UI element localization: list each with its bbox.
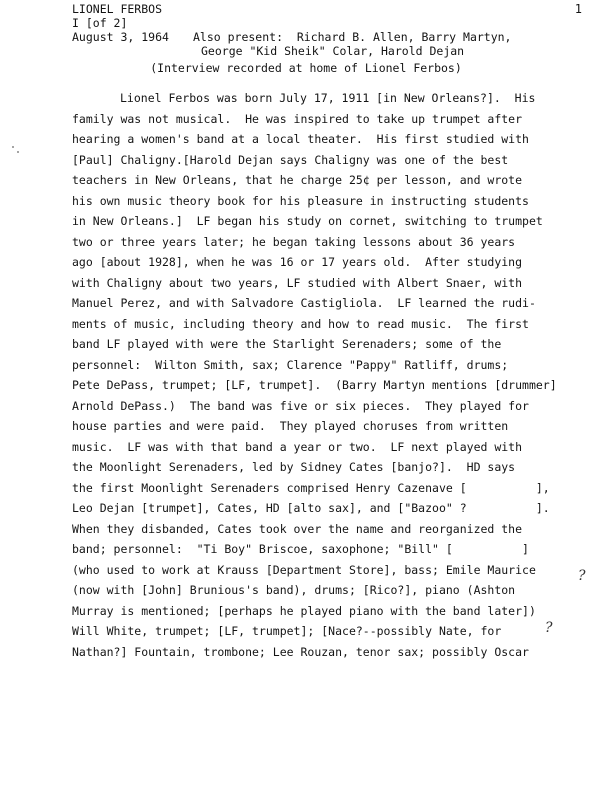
body-line: his own music theory book for his pleasure in instructing students	[72, 193, 529, 208]
scan-speck	[12, 146, 14, 148]
body-line: Leo Dejan [trumpet], Cates, HD [alto sax], and ["Bazoo" ? ].	[72, 501, 550, 515]
body-line: house parties and were paid. They played choruses from written	[72, 419, 509, 433]
body-line: two or three years later; he began taking lessons about 36 years	[72, 234, 516, 249]
body-line: (who used to work at Krauss [Department Store], bass; Emile Maurice	[72, 562, 536, 577]
body-line: band LF played with were the Starlight Serenaders; some of the	[72, 337, 502, 351]
body-line: personnel: Wilton Smith, sax; Clarence "Pappy" Ratliff, drums;	[72, 357, 509, 372]
body-line: the first Moonlight Serenaders comprised Henry Cazenave [ ],	[72, 480, 550, 495]
page-number: 1	[574, 2, 582, 16]
margin-question-mark: ?	[578, 568, 586, 584]
body-line: (now with [John] Brunious's band), drums; [Rico?], piano (Ashton	[72, 583, 516, 597]
body-line: with Chaligny about two years, LF studied with Albert Snaer, with	[72, 275, 523, 290]
body-line: [Paul] Chaligny.[Harold Dejan says Chaligny was one of the best	[72, 152, 509, 167]
header-date: August 3, 1964	[72, 30, 169, 44]
body-line: teachers in New Orleans, that he charge 25¢ per lesson, and wrote	[72, 173, 523, 187]
body-line: Lionel Ferbos was born July 17, 1911 [in New Orleans?]. His	[120, 91, 536, 105]
body-line: hearing a women's band at a local theater. His first studied with	[72, 132, 529, 146]
header-also-present-2: George "Kid Sheik" Colar, Harold Dejan	[201, 44, 465, 58]
transcript-body	[72, 88, 592, 662]
body-line: Murray is mentioned; [perhaps he played piano with the band later])	[72, 603, 536, 618]
body-line: in New Orleans.] LF began his study on cornet, switching to trumpet	[72, 214, 543, 228]
body-line: ago [about 1928], when he was 16 or 17 years old. After studying	[72, 255, 523, 269]
margin-question-mark: ?	[545, 620, 553, 636]
header-also-present-1: Also present: Richard B. Allen, Barry Martyn,	[193, 30, 512, 44]
body-line: band; personnel: "Ti Boy" Briscoe, saxophone; "Bill" [ ]	[72, 542, 529, 556]
body-line: the Moonlight Serenaders, led by Sidney Cates [banjo?]. HD says	[72, 460, 516, 474]
body-line: Pete DePass, trumpet; [LF, trumpet]. (Barry Martyn mentions [drummer]	[72, 378, 557, 392]
header-reel: I [of 2]	[72, 16, 128, 30]
body-line: Arnold DePass.) The band was five or six pieces. They played for	[72, 398, 529, 413]
body-line: When they disbanded, Cates took over the name and reorganized the	[72, 521, 523, 536]
interview-note: (Interview recorded at home of Lionel Ferbos)	[150, 61, 462, 75]
body-line: Manuel Perez, and with Salvadore Castigliola. LF learned the rudi-	[72, 296, 536, 310]
body-line: Will White, trumpet; [LF, trumpet]; [Nace?--possibly Nate, for	[72, 624, 502, 638]
body-line: music. LF was with that band a year or two. LF next played with	[72, 439, 523, 454]
header-title: LIONEL FERBOS	[72, 2, 163, 16]
body-line: ments of music, including theory and how to read music. The first	[72, 316, 529, 331]
body-line: family was not musical. He was inspired to take up trumpet after	[72, 111, 523, 126]
scan-speck	[17, 151, 19, 153]
body-line: Nathan?] Fountain, trombone; Lee Rouzan, tenor sax; possibly Oscar	[72, 644, 529, 659]
